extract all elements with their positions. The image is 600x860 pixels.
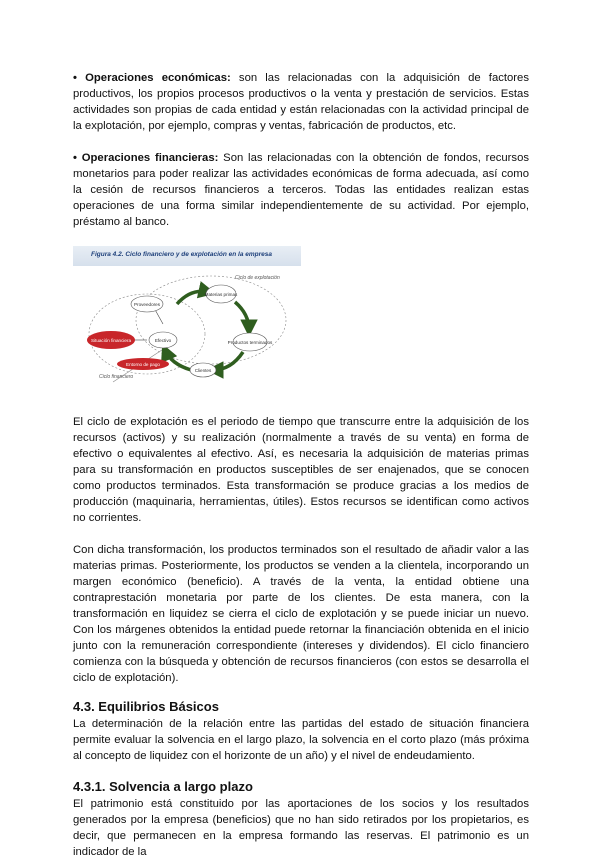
arrow-clientes-efectivo bbox=[165, 350, 191, 370]
bullet-text: son las relacionadas con la adquisición de factores productivos, los propios procesos productivos o la venta y prestación de servicios. Estas actividades son propias de cada entidad y están relacionadas con la actividad principal de la explotación, por ejemplo, compras y ventas, fabricación de productos, etc. bbox=[73, 72, 529, 132]
node-entorno-label: Entorno de pago bbox=[126, 362, 160, 367]
arrow-materias-productos bbox=[235, 302, 249, 330]
node-situacion-label: Situación financiera bbox=[90, 338, 132, 343]
node-productos-label: Productos terminados bbox=[227, 340, 273, 345]
paragraph-ciclo-explotacion: El ciclo de explotación es el periodo de tiempo que transcurre entre la adquisición de los recursos (activos) y su realización (normalmente a través de su venta) en forma de efectivo o equivalentes al efectivo. Así, es necesaria la adquisición de materias primas para su transformación en productos susceptibles de ser enajenados, que se conocen como productos terminados. Esta transformación se produce gracias a los medios de producción (maquinaria, herramientas, útiles). Estos recursos se identifican como activos no corrientes. bbox=[73, 416, 529, 524]
node-clientes-label: Clientes bbox=[194, 368, 212, 373]
bullet-lead: • Operaciones financieras: bbox=[73, 152, 219, 164]
bullet-operaciones-economicas bbox=[73, 70, 529, 134]
paragraph-solvencia: El patrimonio está constituido por las aportaciones de los socios y los resultados generados por la empresa (beneficios) que no han sido retirados por los propietarios, es decir, que permanecen en la empresa formando las reservas. El patrimonio es un indicador de la bbox=[73, 798, 529, 858]
heading-equilibrios-basicos: 4.3. Equilibrios Básicos bbox=[73, 699, 219, 714]
figure-title: Figura 4.2. Ciclo financiero y de explotación en la empresa bbox=[91, 251, 272, 258]
figure-ciclo bbox=[73, 246, 301, 388]
bullet-operaciones-financieras bbox=[73, 150, 529, 230]
node-proveedores-label: Proveedores bbox=[133, 302, 161, 307]
bullet-lead: • Operaciones económicas: bbox=[73, 72, 231, 84]
heading-solvencia-largo-plazo: 4.3.1. Solvencia a largo plazo bbox=[73, 779, 253, 794]
arrow-productos-clientes bbox=[213, 352, 243, 370]
label-ciclo-explotacion: Ciclo de explotación bbox=[235, 275, 280, 281]
paragraph-transformacion: Con dicha transformación, los productos terminados son el resultado de añadir valor a las materias primas. Posteriormente, los productos se venden a la clientela, incorporando un margen económico (beneficio). A través de la venta, la entidad obtiene una contraprestación monetaria por parte de los clientes. De esta manera, con la transformación en liquidez se cierra el ciclo de explotación y se puede iniciar un nuevo. Con los márgenes obtenidos la entidad puede retornar la financiación obtenida en el inicio junto con la remuneración correspondiente (intereses y dividendos). El ciclo financiero comienza con la búsqueda y obtención de recursos financieros (con estos se desarrolla el ciclo de explotación). bbox=[73, 544, 529, 684]
node-materias-label: Materias primas bbox=[204, 292, 238, 297]
figure-header bbox=[73, 246, 301, 266]
paragraph-equilibrios: La determinación de la relación entre las partidas del estado de situación financiera permite evaluar la solvencia en el largo plazo, la solvencia en el corto plazo (más próxima al concepto de liquidez con el horizonte de un año) y el nivel de endeudamiento. bbox=[73, 718, 529, 762]
node-efectivo-label: Efectivo bbox=[154, 338, 172, 343]
cycle-diagram bbox=[73, 266, 301, 388]
bullet-text: Son las relacionadas con la obtención de fondos, recursos monetarios para poder realizar las actividades económicas de forma adecuada, así como la cesión de recursos financieros a terceros. Todas las entidades realizan estas operaciones de una forma similar independientemente de su actividad. Por ejemplo, préstamo al banco. bbox=[73, 152, 529, 228]
document-page bbox=[73, 70, 529, 860]
label-ciclo-financiero: Ciclo financiero bbox=[99, 374, 134, 380]
